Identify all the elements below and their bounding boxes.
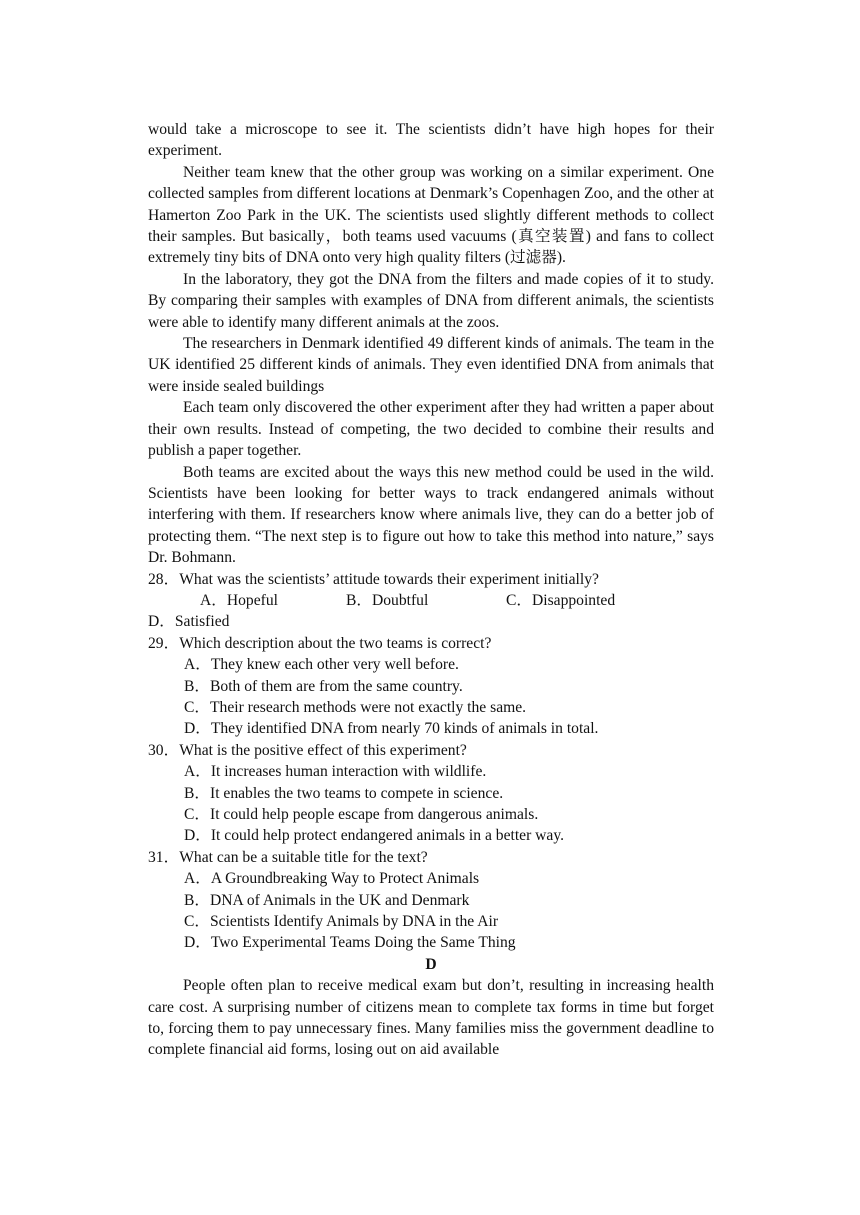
passage-c-paragraph-5: Each team only discovered the other experiment after they had written a paper about their own results. Instead of competing, the two decided to combine their results and publish a paper together. xyxy=(148,399,714,460)
question-28-option-b: B．Doubtful xyxy=(346,591,429,609)
question-30-option-d: D．It could help protect endangered animals in a better way. xyxy=(184,827,565,845)
passage-c-paragraph-1: would take a microscope to see it. The scientists didn’t have high hopes for their experiment. xyxy=(148,121,714,160)
question-29-option-b: B．Both of them are from the same country. xyxy=(184,677,463,695)
question-31-option-c: C．Scientists Identify Animals by DNA in the Air xyxy=(184,913,499,931)
question-30-option-c: C．It could help people escape from dangerous animals. xyxy=(184,806,539,823)
question-31-option-d: D．Two Experimental Teams Doing the Same Thing xyxy=(184,934,516,952)
passage-c-paragraph-2: Neither team knew that the other group was working on a similar experiment. One collected samples from different locations at Denmark’s Copenhagen Zoo, and the other at Hamerton Zoo Park in the UK. The scientists used slightly different methods to collect their samples. But basically，both teams used vacuums (真空装置) and fans to collect extremely tiny bits of DNA onto very high quality filters (过滤器). xyxy=(148,163,714,267)
question-28-option-a: A．Hopeful xyxy=(200,591,278,609)
question-29-stem: 29．Which description about the two teams is correct? xyxy=(148,634,492,652)
question-28-stem: 28．What was the scientists’ attitude towards their experiment initially? xyxy=(148,570,599,588)
question-31-option-a: A．A Groundbreaking Way to Protect Animals xyxy=(184,870,480,888)
passage-c-paragraph-4: The researchers in Denmark identified 49 different kinds of animals. The team in the UK identified 25 different kinds of animals. They even identified DNA from animals that were inside sealed buildings xyxy=(148,335,714,395)
question-31-stem: 31．What can be a suitable title for the text? xyxy=(148,848,428,866)
question-28 xyxy=(148,569,714,633)
question-31-option-b: B．DNA of Animals in the UK and Denmark xyxy=(184,891,470,909)
passage-d-heading: D xyxy=(425,955,437,973)
question-29-option-a: A．They knew each other very well before. xyxy=(184,656,459,674)
question-31 xyxy=(148,847,714,954)
question-30-stem: 30．What is the positive effect of this experiment? xyxy=(148,741,467,759)
question-29-option-d: D．They identified DNA from nearly 70 kinds of animals in total. xyxy=(184,720,599,738)
question-28-options-row xyxy=(148,590,714,611)
question-30-option-a: A．It increases human interaction with wildlife. xyxy=(184,763,487,781)
question-30 xyxy=(148,740,714,847)
passage-c-paragraph-3: In the laboratory, they got the DNA from the filters and made copies of it to study. By comparing their samples with examples of DNA from different animals, the scientists were able to identify many different animals at the zoos. xyxy=(148,270,714,331)
passage-c-paragraph-6: Both teams are excited about the ways this new method could be used in the wild. Scientists have been looking for better ways to track endangered animals without interfering with them. If researchers know where animals live, they can do a better job of protecting them. “The next step is to figure out how to take this method into nature,” says Dr. Bohmann. xyxy=(148,463,714,567)
question-29-option-c: C．Their research methods were not exactly the same. xyxy=(184,698,527,716)
question-29 xyxy=(148,633,714,740)
question-28-option-c: C．Disappointed xyxy=(506,591,616,609)
question-30-option-b: B．It enables the two teams to compete in science. xyxy=(184,784,504,802)
document-page xyxy=(148,119,714,1061)
passage-d-paragraph-1: People often plan to receive medical exam but don’t, resulting in increasing health care cost. A surprising number of citizens mean to complete tax forms in time but forget to, forcing them to pay unnecessary fines. Many families miss the government deadline to complete financial aid forms, losing out on aid available xyxy=(148,977,714,1059)
question-28-option-d: D．Satisfied xyxy=(148,613,230,631)
